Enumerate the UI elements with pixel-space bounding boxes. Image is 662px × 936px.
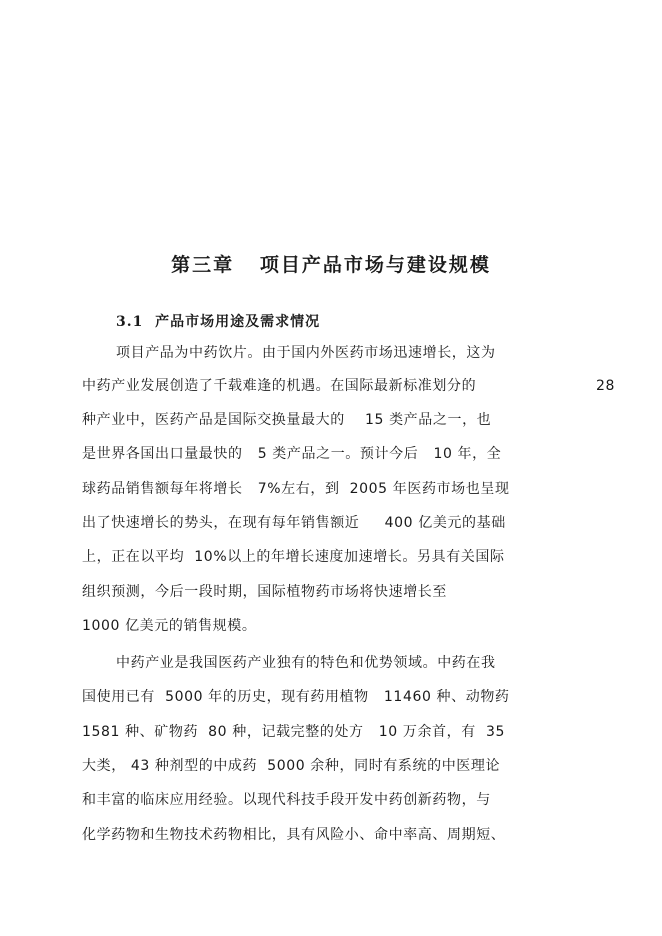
paragraph-line: 出了快速增长的势头，在现有每年销售额近 400 亿美元的基础 [82,515,506,531]
paragraph-line: 中药产业发展创造了千载难逢的机遇。在国际最新标准划分的 [82,378,477,394]
paragraph-line: 大类， 43 种剂型的中成药 5000 余种，同时有系统的中医理论 [82,758,501,774]
paragraph-line: 上，正在以平均 10%以上的年增长速度加速增长。另具有关国际 [82,549,505,565]
chapter-title: 第三章 项目产品市场与建设规模 [171,254,491,276]
paragraph-line: 国使用已有 5000 年的历史，现有药用植物 11460 种、动物药 [82,689,510,705]
paragraph-line: 和丰富的临床应用经验。以现代科技手段开发中药创新药物，与 [82,792,491,808]
paragraph-line: 种产业中，医药产品是国际交换量最大的 15 类产品之一，也 [82,412,492,428]
paragraph-line: 组织预测，今后一段时期，国际植物药市场将快速增长至 [82,584,447,600]
paragraph-line: 中药产业是我国医药产业独有的特色和优势领域。中药在我 [116,655,496,671]
paragraph-line: 球药品销售额每年将增长 7%左右，到 2005 年医药市场也呈现 [82,481,510,497]
paragraph-line: 化学药物和生物技术药物相比，具有风险小、命中率高、周期短、 [82,827,506,843]
paragraph-line: 是世界各国出口量最快的 5 类产品之一。预计今后 10 年，全 [82,446,502,462]
paragraph-line: 1581 种、矿物药 80 种，记载完整的处方 10 万余首，有 35 [82,724,505,740]
paragraph-line: 28 [596,378,616,394]
paragraph-line: 1000 亿美元的销售规模。 [82,618,257,634]
paragraph-line: 项目产品为中药饮片。由于国内外医药市场迅速增长，这为 [116,345,496,361]
section-heading: 3.1 产品市场用途及需求情况 [116,314,321,330]
